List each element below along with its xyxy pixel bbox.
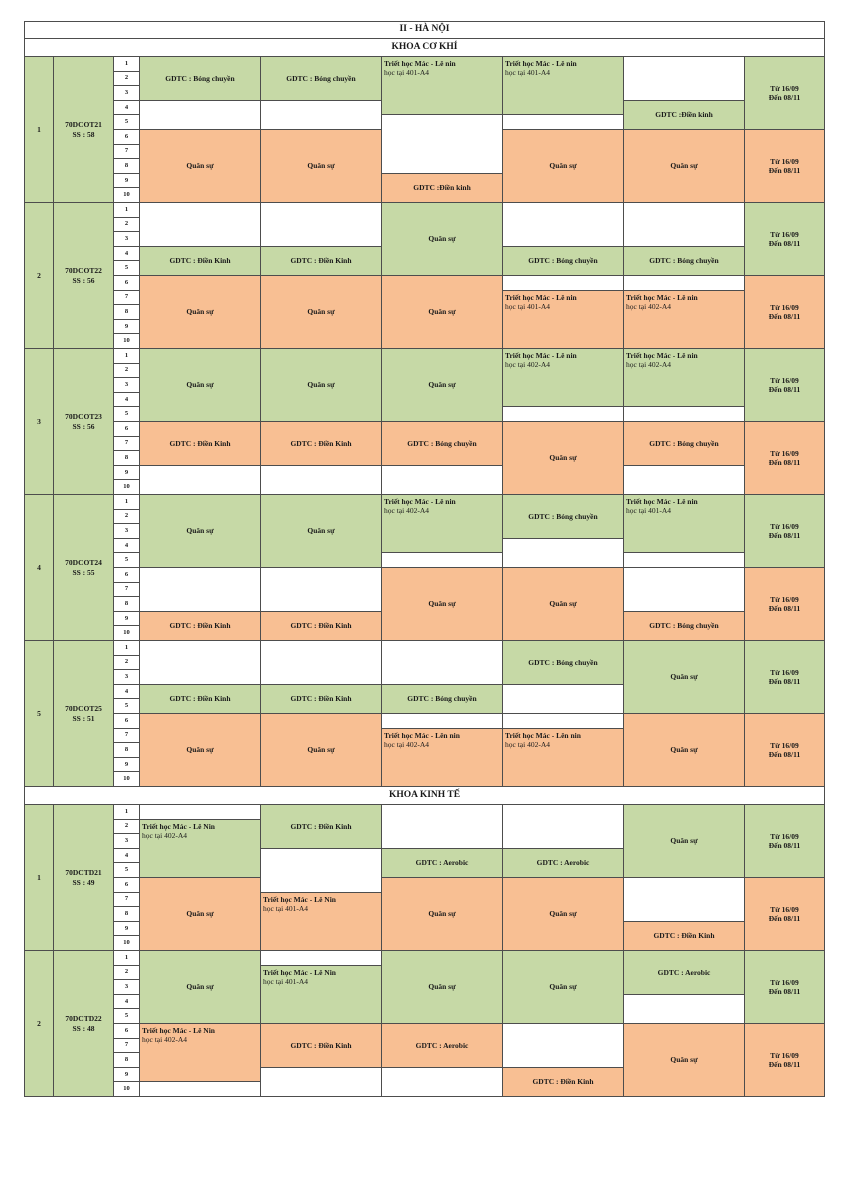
schedule-cell: Quân sự [624,130,745,203]
schedule-cell [261,966,382,1024]
period-number: 5 [114,553,140,568]
period-number: 6 [114,878,140,893]
class-code-text: 70DCTD22 [65,1014,102,1024]
class-code-text: 70DCOT23 [65,412,102,422]
schedule-cell [382,641,503,685]
class-code [54,805,114,951]
schedule-cell [382,57,503,115]
schedule-cell [140,820,261,878]
schedule-cell: Quân sự [624,714,745,787]
subject-name: Triết học Mác - Lê Nin [142,821,215,831]
group-stt: 3 [24,349,54,495]
schedule-cell [261,641,382,685]
schedule-cell [624,349,745,407]
schedule-cell: GDTC : Bóng chuyền [261,57,382,101]
subject-name: Triết học Mác - Lên nin [384,730,460,740]
schedule-cell: GDTC :Điền kinh [624,101,745,130]
page-title: II - HÀ NỘI [24,21,825,39]
period-number: 5 [114,863,140,878]
period-number: 7 [114,291,140,306]
schedule-cell: GDTC : Điền Kinh [261,805,382,849]
schedule-cell: GDTC : Aerobic [382,849,503,878]
period-number: 6 [114,714,140,729]
period-number: 8 [114,451,140,466]
class-code-text: 70DCOT24 [65,558,102,568]
subject-name: Triết học Mác - Lê nin [505,351,577,360]
class-code [54,951,114,1097]
date-range-afternoon: Từ 16/09 Đến 08/11 [745,422,825,495]
period-number: 3 [114,232,140,247]
period-number: 2 [114,966,140,981]
subject-name: Triết học Mác - Lê nin [505,292,577,302]
period-number: 8 [114,907,140,922]
schedule-cell [503,57,624,115]
schedule-cell [624,276,745,291]
period-number: 4 [114,393,140,408]
schedule-cell: Quân sự [382,878,503,951]
group-stt: 1 [24,57,54,203]
schedule-cell: GDTC : Aerobic [503,849,624,878]
period-number: 5 [114,1009,140,1024]
period-number: 4 [114,849,140,864]
room-text: học tại 402-A4 [142,1035,187,1045]
schedule-cell: GDTC : Bóng chuyền [624,422,745,466]
class-size: SS : 51 [72,713,95,723]
subject-name: Triết học Mác - Lê Nin [263,967,336,977]
period-number: 7 [114,729,140,744]
subject-name: Triết học Mác - Lê nin [626,351,698,360]
date-range-afternoon: Từ 16/09 Đến 08/11 [745,568,825,641]
period-number: 6 [114,422,140,437]
schedule-cell [624,495,745,553]
period-number: 8 [114,159,140,174]
date-range-afternoon: Từ 16/09 Đến 08/11 [745,878,825,951]
schedule-cell: Quân sự [624,641,745,714]
period-number: 8 [114,743,140,758]
schedule-cell: Quân sự [382,276,503,349]
schedule-cell [503,1024,624,1068]
schedule-cell [261,203,382,247]
date-range-morning: Từ 16/09 Đến 08/11 [745,57,825,130]
subject-name: Triết học Mác - Lê Nin [142,1026,215,1035]
schedule-cell: Quân sự [261,276,382,349]
schedule-cell [382,1068,503,1097]
schedule-cell [261,568,382,612]
subject-name: Triết học Mác - Lên nin [505,730,581,740]
schedule-cell [624,553,745,568]
room-text: học tại 402-A4 [505,360,550,370]
room-text: học tại 402-A4 [142,830,187,840]
schedule-cell [503,203,624,247]
room-text: học tại 402-A4 [626,360,671,370]
schedule-cell [261,893,382,951]
schedule-cell: Quân sự [140,714,261,787]
period-number: 9 [114,466,140,481]
period-number: 10 [114,1082,140,1097]
period-number: 2 [114,510,140,525]
schedule-cell: Quân sự [382,203,503,276]
period-number: 7 [114,583,140,598]
schedule-cell [624,878,745,922]
subject-name: Triết học Mác - Lê Nin [263,894,336,904]
schedule-cell [261,849,382,893]
period-number: 7 [114,1039,140,1054]
schedule-cell: GDTC : Bóng chuyền [503,495,624,539]
class-code-text: 70DCOT22 [65,266,102,276]
period-number: 7 [114,893,140,908]
period-number: 1 [114,203,140,218]
period-number: 10 [114,188,140,203]
subject-name: Triết học Mác - Lê nin [626,292,698,302]
period-number: 4 [114,539,140,554]
period-number: 7 [114,437,140,452]
period-number: 6 [114,1024,140,1039]
class-size: SS : 48 [72,1023,95,1033]
schedule-cell [624,203,745,247]
schedule-cell: GDTC : Điền Kinh [261,1024,382,1068]
period-number: 9 [114,320,140,335]
period-number: 2 [114,72,140,87]
date-range-morning: Từ 16/09 Đến 08/11 [745,203,825,276]
schedule-cell [140,805,261,820]
schedule-cell: GDTC : Điền Kinh [140,612,261,641]
class-code [54,349,114,495]
period-number: 10 [114,772,140,787]
room-text: học tại 402-A4 [505,739,550,749]
schedule-cell [503,539,624,568]
date-range-morning: Từ 16/09 Đến 08/11 [745,641,825,714]
period-number: 6 [114,130,140,145]
period-number: 8 [114,597,140,612]
class-size: SS : 56 [72,421,95,431]
group-stt: 2 [24,951,54,1097]
period-number: 10 [114,626,140,641]
schedule-cell: Quân sự [261,130,382,203]
subject-name: Triết học Mác - Lê nin [505,59,577,68]
period-number: 5 [114,407,140,422]
period-number: 2 [114,364,140,379]
group-stt: 1 [24,805,54,951]
room-text: học tại 402-A4 [384,506,429,516]
period-number: 2 [114,820,140,835]
schedule-cell: GDTC : Điền Kinh [140,422,261,466]
schedule-cell: Quân sự [624,805,745,878]
period-number: 10 [114,334,140,349]
class-code-text: 70DCTD21 [65,868,102,878]
schedule-cell: GDTC : Bóng chuyền [503,247,624,276]
schedule-cell [261,101,382,130]
schedule-cell [382,466,503,495]
date-range-morning: Từ 16/09 Đến 08/11 [745,495,825,568]
subject-name: Triết học Mác - Lê nin [384,497,456,506]
period-number: 4 [114,685,140,700]
schedule-cell [140,1082,261,1097]
schedule-cell [503,291,624,349]
schedule-cell: GDTC : Điền Kinh [503,1068,624,1097]
period-number: 8 [114,305,140,320]
schedule-cell: Quân sự [140,349,261,422]
group-stt: 2 [24,203,54,349]
section-title: KHOA CƠ KHÍ [24,39,825,57]
period-number: 1 [114,641,140,656]
schedule-cell: Quân sự [140,951,261,1024]
schedule-cell: Quân sự [503,422,624,495]
schedule-cell [140,101,261,130]
period-number: 10 [114,936,140,951]
schedule-cell: Quân sự [624,1024,745,1097]
date-range-morning: Từ 16/09 Đến 08/11 [745,951,825,1024]
period-number: 1 [114,57,140,72]
schedule-cell [140,568,261,612]
schedule-cell [261,1068,382,1097]
schedule-cell [382,729,503,787]
class-code-text: 70DCOT21 [65,120,102,130]
schedule-cell: Quân sự [382,568,503,641]
schedule-cell: GDTC : Điền Kinh [261,247,382,276]
period-number: 2 [114,218,140,233]
section-title: KHOA KINH TẾ [24,787,825,805]
schedule-cell: Quân sự [503,951,624,1024]
schedule-cell [503,685,624,714]
schedule-cell [624,291,745,349]
room-text: học tại 401-A4 [626,506,671,516]
schedule-cell: GDTC : Bóng chuyền [624,247,745,276]
schedule-cell [503,349,624,407]
schedule-cell [382,553,503,568]
schedule-cell: GDTC : Bóng chuyền [382,422,503,466]
period-number: 9 [114,922,140,937]
period-number: 5 [114,261,140,276]
schedule-cell [624,995,745,1024]
period-number: 9 [114,612,140,627]
schedule-cell [503,115,624,130]
schedule-cell [624,57,745,101]
class-code [54,641,114,787]
schedule-cell [382,115,503,173]
schedule-cell [503,714,624,729]
date-range-morning: Từ 16/09 Đến 08/11 [745,349,825,422]
schedule-cell [140,1024,261,1082]
period-number: 9 [114,174,140,189]
period-number: 9 [114,758,140,773]
period-number: 4 [114,247,140,262]
period-number: 5 [114,699,140,714]
period-number: 3 [114,980,140,995]
room-text: học tại 401-A4 [505,301,550,311]
schedule-cell: GDTC : Điền Kinh [624,922,745,951]
period-number: 1 [114,951,140,966]
room-text: học tại 401-A4 [263,903,308,913]
schedule-cell: GDTC : Điền Kinh [140,685,261,714]
period-number: 10 [114,480,140,495]
class-size: SS : 49 [72,877,95,887]
subject-name: Triết học Mác - Lê nin [384,59,456,68]
date-range-afternoon: Từ 16/09 Đến 08/11 [745,276,825,349]
schedule-cell: Quân sự [503,130,624,203]
period-number: 9 [114,1068,140,1083]
schedule-cell: GDTC : Bóng chuyền [503,641,624,685]
period-number: 5 [114,115,140,130]
period-number: 8 [114,1053,140,1068]
schedule-cell [382,714,503,729]
schedule-cell [624,407,745,422]
schedule-cell [140,203,261,247]
schedule-cell: GDTC : Điền Kinh [261,685,382,714]
schedule-cell: Quân sự [382,349,503,422]
schedule-cell: GDTC : Điền Kinh [261,422,382,466]
group-stt: 4 [24,495,54,641]
schedule-cell [624,466,745,495]
schedule-cell [382,495,503,553]
class-size: SS : 55 [72,567,95,577]
period-number: 3 [114,670,140,685]
schedule-cell [503,729,624,787]
schedule-cell: GDTC : Bóng chuyền [624,612,745,641]
schedule-cell: Quân sự [140,276,261,349]
schedule-cell [261,466,382,495]
date-range-afternoon: Từ 16/09 Đến 08/11 [745,1024,825,1097]
room-text: học tại 401-A4 [505,68,550,78]
room-text: học tại 401-A4 [384,68,429,78]
schedule-cell [503,805,624,849]
schedule-cell: Quân sự [140,878,261,951]
schedule-cell: GDTC : Aerobic [624,951,745,995]
class-size: SS : 56 [72,275,95,285]
schedule-cell: GDTC : Bóng chuyền [140,57,261,101]
schedule-cell [261,951,382,966]
schedule-cell: GDTC : Điền Kinh [140,247,261,276]
date-range-afternoon: Từ 16/09 Đến 08/11 [745,130,825,203]
schedule-cell: GDTC :Điền kinh [382,174,503,203]
period-number: 1 [114,349,140,364]
period-number: 1 [114,495,140,510]
period-number: 3 [114,834,140,849]
schedule-cell: Quân sự [382,951,503,1024]
date-range-afternoon: Từ 16/09 Đến 08/11 [745,714,825,787]
period-number: 3 [114,378,140,393]
period-number: 3 [114,524,140,539]
schedule-cell: GDTC : Điền Kinh [261,612,382,641]
schedule-cell: Quân sự [261,714,382,787]
schedule-cell [503,407,624,422]
period-number: 3 [114,86,140,101]
schedule-cell: Quân sự [503,568,624,641]
schedule-cell: Quân sự [261,349,382,422]
date-range-morning: Từ 16/09 Đến 08/11 [745,805,825,878]
period-number: 7 [114,145,140,160]
schedule-cell: Quân sự [140,495,261,568]
class-size: SS : 58 [72,129,95,139]
class-code [54,57,114,203]
schedule-cell: GDTC : Bóng chuyền [382,685,503,714]
schedule-cell [624,568,745,612]
schedule-cell [140,466,261,495]
schedule-cell: Quân sự [261,495,382,568]
group-stt: 5 [24,641,54,787]
schedule-cell [382,805,503,849]
period-number: 4 [114,101,140,116]
class-code [54,203,114,349]
schedule-cell: GDTC : Aerobic [382,1024,503,1068]
subject-name: Triết học Mác - Lê nin [626,497,698,506]
room-text: học tại 402-A4 [384,739,429,749]
period-number: 2 [114,656,140,671]
class-code-text: 70DCOT25 [65,704,102,714]
period-number: 1 [114,805,140,820]
period-number: 6 [114,568,140,583]
schedule-cell: Quân sự [503,878,624,951]
schedule-cell: Quân sự [140,130,261,203]
period-number: 6 [114,276,140,291]
schedule-cell [140,641,261,685]
class-code [54,495,114,641]
room-text: học tại 401-A4 [263,976,308,986]
room-text: học tại 402-A4 [626,301,671,311]
period-number: 4 [114,995,140,1010]
schedule-cell [503,276,624,291]
